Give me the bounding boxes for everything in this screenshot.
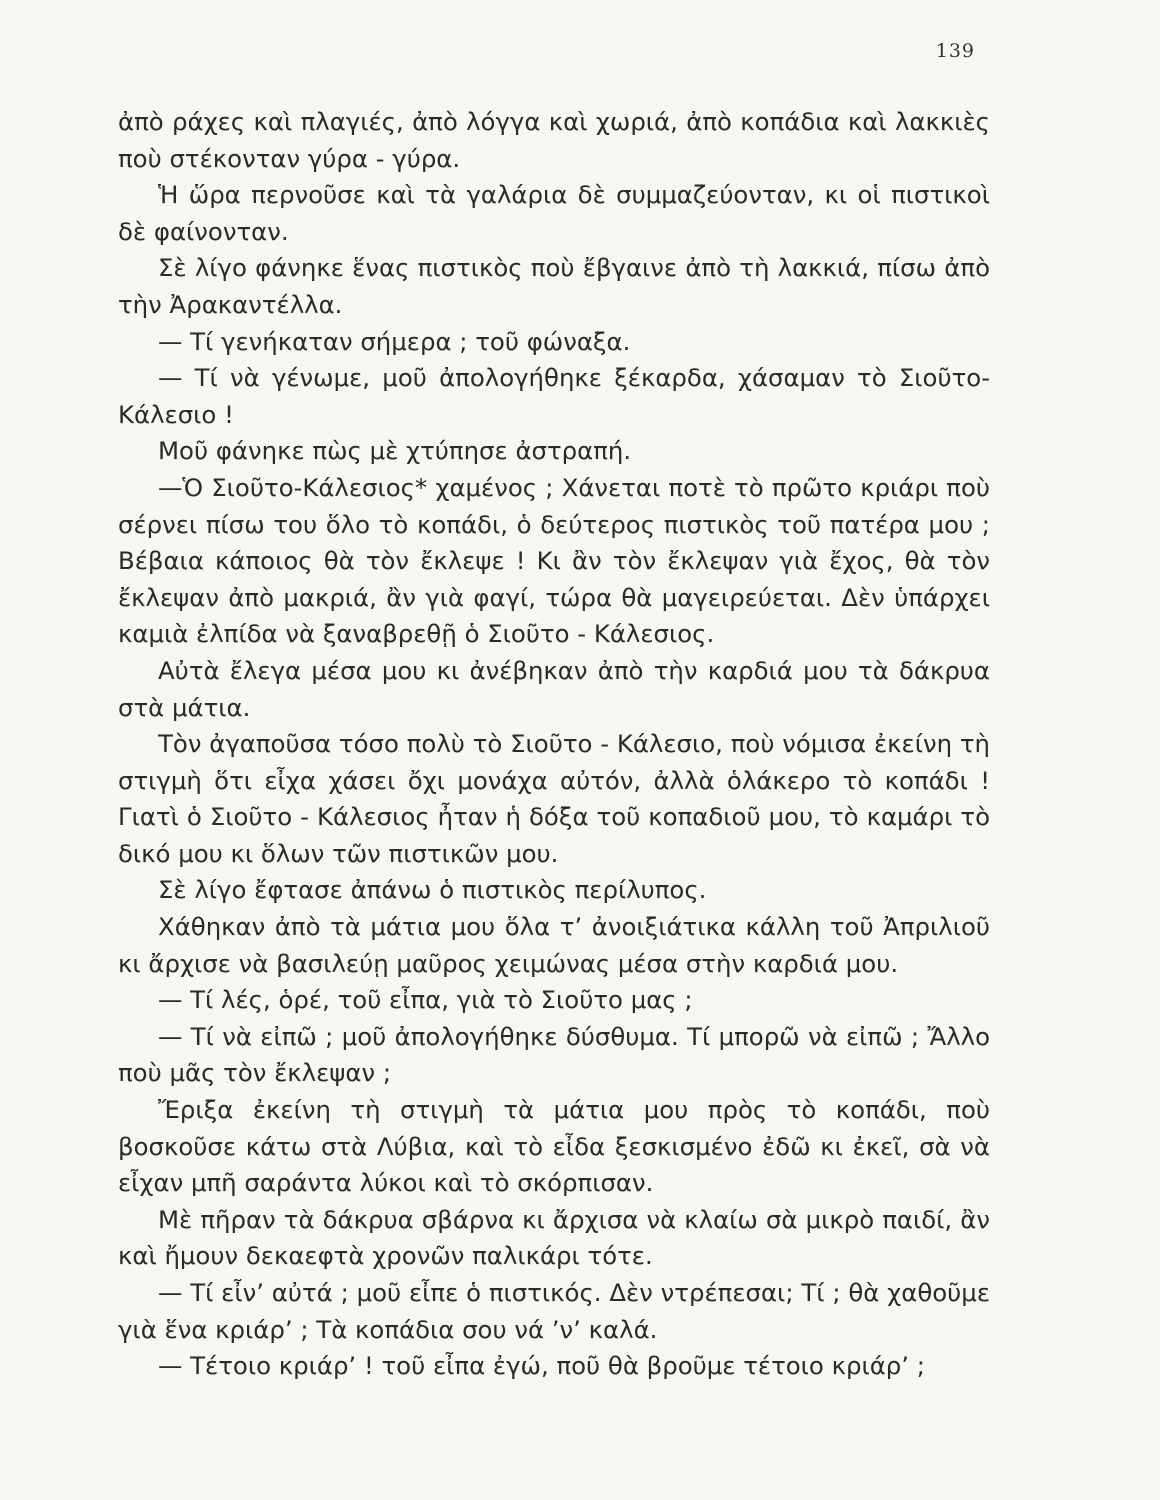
paragraph: Σὲ λίγο φάνηκε ἕνας πιστικὸς ποὺ ἔβγαινε ἀπὸ τὴ λακκιά, πίσω ἀπὸ τὴν Ἀρακαντέλλα. xyxy=(118,253,990,319)
paragraph: Μοῦ φάνηκε πὼς μὲ χτύπησε ἀστραπή. xyxy=(158,436,632,466)
paragraph: —Ὁ Σιοῦτο-Κάλεσιος* χαμένος ; Χάνεται ποτὲ τὸ πρῶτο κριάρι ποὺ σέρνει πίσω του ὅλο τὸ κοπάδι, ὁ δεύτερος πιστικὸς τοῦ πατέρα μου ; Βέβαια κάποιος θὰ τὸν ἔκλεψε ! Κι ἂν τὸν ἔκλεψαν γιὰ ἔχος, θὰ τὸν ἔκλεψαν ἀπὸ μακριά, ἂν γιὰ φαγί, τώρα θὰ μαγειρεύεται. Δὲν ὑπάρχει καμιὰ ἐλπίδα νὰ ξαναβρεθῇ ὁ Σιοῦτο - Κάλεσιος. xyxy=(118,472,990,649)
paragraph: Μὲ πῆραν τὰ δάκρυα σβάρνα κι ἄρχισα νὰ κλαίω σὰ μικρὸ παιδί, ἂν καὶ ἤμουν δεκαεφτὰ χρονῶν παλικάρι τότε. xyxy=(118,1204,990,1271)
paragraph: Αὐτὰ ἔλεγα μέσα μου κι ἀνέβηκαν ἀπὸ τὴν καρδιά μου τὰ δάκρυα στὰ μάτια. xyxy=(118,655,990,722)
page-number: 139 xyxy=(935,40,975,62)
paragraph: Χάθηκαν ἀπὸ τὰ μάτια μου ὅλα τ’ ἀνοιξιάτικα κάλλη τοῦ Ἀπριλιοῦ κι ἄρχισε νὰ βασιλεύῃ μαῦρος χειμώνας μέσα στὴν καρδιά μου. xyxy=(118,912,990,978)
paragraph: — Τί λές, ὁρέ, τοῦ εἶπα, γιὰ τὸ Σιοῦτο μας ; xyxy=(158,985,693,1015)
text-body xyxy=(118,104,990,1385)
paragraph: Σὲ λίγο ἔφτασε ἀπάνω ὁ πιστικὸς περίλυπος. xyxy=(158,875,707,905)
paragraph: ἀπὸ ράχες καὶ πλαγιές, ἀπὸ λόγγα καὶ χωριά, ἀπὸ κοπάδια καὶ λακκιὲς ποὺ στέκονταν γύρα - γύρα. xyxy=(118,107,990,173)
paragraph: Τὸν ἀγαποῦσα τόσο πολὺ τὸ Σιοῦτο - Κάλεσιο, ποὺ νόμισα ἐκείνη τὴ στιγμὴ ὅτι εἶχα χάσει ὄχι μονάχα αὐτόν, ἀλλὰ ὁλάκερο τὸ κοπάδι ! Γιατὶ ὁ Σιοῦτο - Κάλεσιος ἦταν ἡ δόξα τοῦ κοπαδιοῦ μου, τὸ καμάρι τὸ δικό μου κι ὅλων τῶν πιστικῶν μου. xyxy=(118,729,990,868)
paragraph: — Τί νὰ γένωμε, μοῦ ἀπολογήθηκε ξέκαρδα, χάσαμαν τὸ Σιοῦτο-Κάλεσιο ! xyxy=(118,363,990,429)
paragraph: Ἔριξα ἐκείνη τὴ στιγμὴ τὰ μάτια μου πρὸς τὸ κοπάδι, ποὺ βοσκοῦσε κάτω στὰ Λύβια, καὶ τὸ εἶδα ξεσκισμένο ἐδῶ κι ἐκεῖ, σὰ νὰ εἶχαν μπῆ σαράντα λύκοι καὶ τὸ σκόρπισαν. xyxy=(118,1095,990,1198)
paragraph: — Τί γενήκαταν σήμερα ; τοῦ φώναξα. xyxy=(158,326,631,356)
paragraph: Ἡ ὥρα περνοῦσε καὶ τὰ γαλάρια δὲ συμμαζεύονταν, κι οἱ πιστικοὶ δὲ φαίνονταν. xyxy=(118,180,990,246)
paragraph: — Τί εἶν’ αὐτά ; μοῦ εἶπε ὁ πιστικός. Δὲν ντρέπεσαι; Τί ; θὰ χαθοῦμε γιὰ ἕνα κριάρ’ ; Τὰ κοπάδια σου νά ’ν’ καλά. xyxy=(118,1278,990,1344)
paragraph: — Τί νὰ εἰπῶ ; μοῦ ἀπολογήθηκε δύσθυμα. Τί μπορῶ νὰ εἰπῶ ; Ἄλλο ποὺ μᾶς τὸν ἔκλεψαν ; xyxy=(118,1021,990,1088)
paragraph: — Τέτοιο κριάρ’ ! τοῦ εἶπα ἐγώ, ποῦ θὰ βροῦμε τέτοιο κριάρ’ ; xyxy=(158,1351,926,1381)
